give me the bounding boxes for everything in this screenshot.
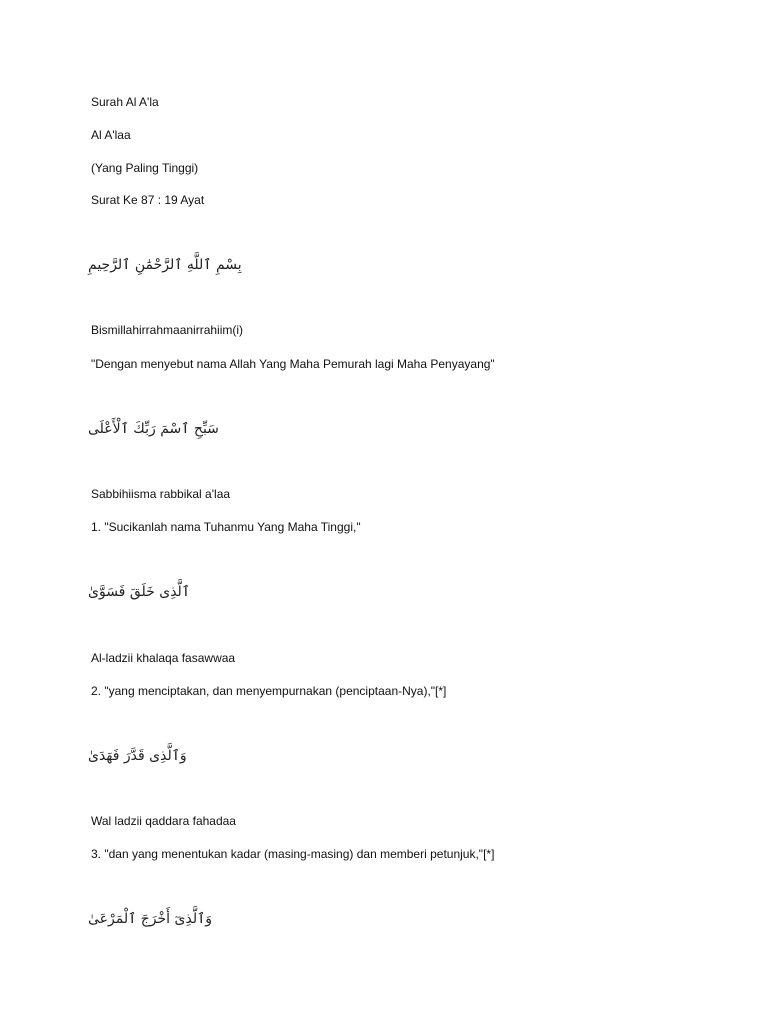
surah-info: Surat Ke 87 : 19 Ayat	[91, 193, 205, 207]
verse-3-arabic: وَٱلَّذِى قَدَّرَ فَهَدَىٰ	[88, 748, 187, 764]
verse-2-arabic: ٱلَّذِى خَلَقَ فَسَوَّىٰ	[88, 584, 191, 600]
verse-2-translation: 2. "yang menciptakan, dan menyempurnakan (penciptaan-Nya),"[*]	[91, 684, 447, 698]
verse-3-translation: 3. "dan yang menentukan kadar (masing-masing) dan memberi petunjuk,"[*]	[91, 847, 495, 861]
verse-1-arabic: سَبِّحِ ٱسْمَ رَبِّكَ ٱلْأَعْلَى	[88, 421, 219, 437]
document-subtitle: Al A'laa	[91, 128, 131, 142]
document-title: Surah Al A'la	[91, 95, 159, 109]
verse-1-transliteration: Sabbihiisma rabbikal a'laa	[91, 487, 231, 501]
verse-4-arabic: وَٱلَّذِىٓ أَخْرَجَ ٱلْمَرْعَىٰ	[88, 911, 213, 927]
verse-2-transliteration: Al-ladzii khalaqa fasawwaa	[91, 651, 236, 665]
verse-3-transliteration: Wal ladzii qaddara fahadaa	[91, 814, 236, 828]
document-meaning: (Yang Paling Tinggi)	[91, 161, 199, 175]
basmalah-translation: "Dengan menyebut nama Allah Yang Maha Pemurah lagi Maha Penyayang"	[91, 357, 495, 371]
verse-1-translation: 1. "Sucikanlah nama Tuhanmu Yang Maha Tinggi,"	[91, 520, 361, 534]
basmalah-transliteration: Bismillahirrahmaanirrahiim(i)	[91, 323, 244, 337]
basmalah-arabic: بِسْمِ ٱللَّهِ ٱلرَّحْمَٰنِ ٱلرَّحِيمِ	[88, 257, 242, 273]
